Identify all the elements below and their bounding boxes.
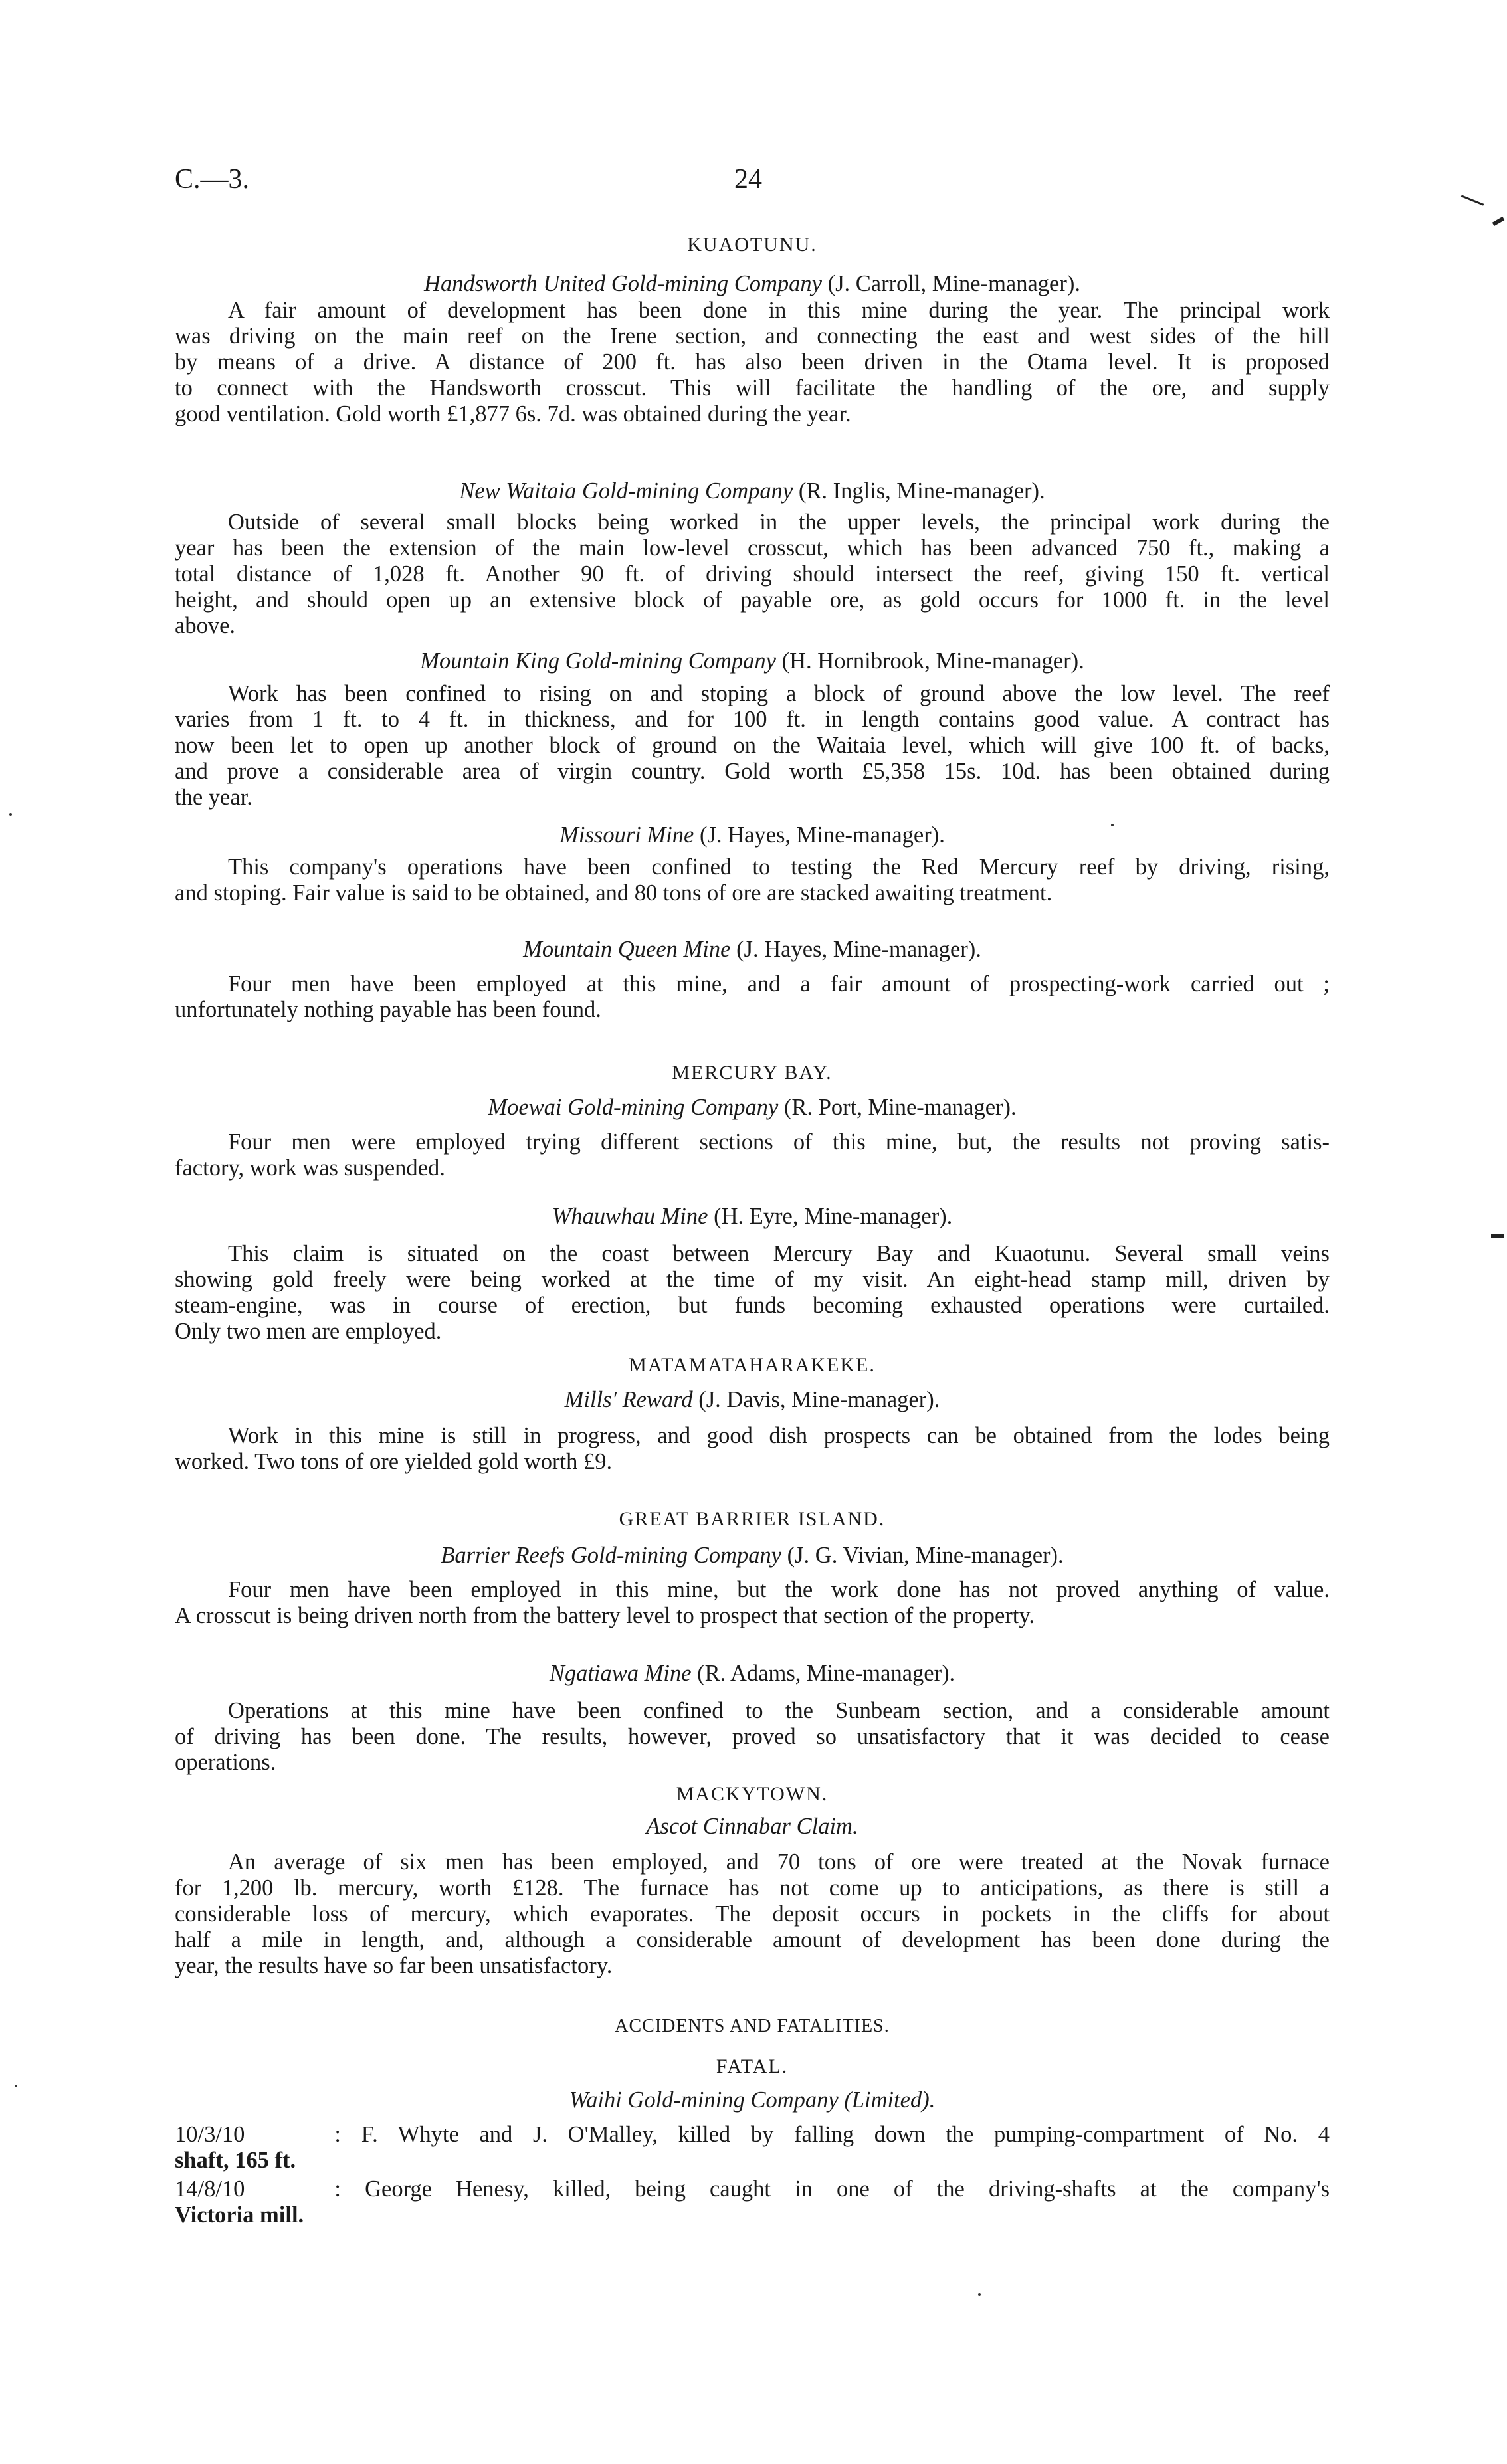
text-line: year, the results have so far been unsatisfactory. [175, 1953, 613, 1978]
accident-entry [175, 2176, 1330, 2228]
accident-date: 14/8/10 : [175, 2176, 341, 2202]
paragraph [175, 1129, 1330, 1181]
text-line: considerable loss of mercury, which evaporates. The deposit occurs in pockets in the cliffs for about [175, 1901, 1330, 1927]
text-line: Outside of several small blocks being worked in the upper levels, the principal work during the [228, 510, 1330, 535]
section-heading: MATAMATAHARAKEKE. [629, 1354, 876, 1376]
entry-title [175, 648, 1330, 674]
text-line: unfortunately nothing payable has been found. [175, 997, 601, 1022]
manager-name: (J. Hayes, Mine-manager). [736, 937, 981, 962]
company-name: New Waitaia Gold-mining Company [459, 478, 793, 504]
entry-title [175, 1095, 1330, 1121]
text-line: operations. [175, 1750, 276, 1775]
paragraph [175, 1849, 1330, 1979]
paragraph [175, 1241, 1330, 1345]
entry-title [175, 1543, 1330, 1568]
entry-title [175, 937, 1330, 963]
text-line: and stoping. Fair value is said to be obtained, and 80 tons of ore are stacked awaiting treatment. [175, 880, 1053, 905]
paragraph [175, 854, 1330, 906]
company-name: Ngatiawa Mine [549, 1661, 692, 1686]
text-line: height, and should open up an extensive block of payable ore, as gold occurs for 1000 ft. in the level [175, 587, 1330, 613]
text-line: worked. Two tons of ore yielded gold worth £9. [175, 1449, 613, 1474]
company-name: Waihi Gold-mining Company (Limited). [569, 2087, 936, 2113]
company-name: Mountain Queen Mine [523, 937, 731, 962]
text-line: good ventilation. Gold worth £1,877 6s. 7d. was obtained during the year. [175, 401, 851, 426]
page-number: 24 [734, 164, 762, 195]
text-line: showing gold freely were being worked at the time of my visit. An eight-head stamp mill, driven by [175, 1267, 1330, 1292]
paragraph [175, 971, 1330, 1023]
paragraph [175, 1698, 1330, 1776]
text-line: Only two men are employed. [175, 1319, 442, 1344]
paragraph [175, 681, 1330, 810]
accident-text: George Henesy, killed, being caught in one of the driving-shafts at the company's [365, 2176, 1330, 2202]
manager-name: (R. Inglis, Mine-manager). [798, 478, 1045, 504]
entry-title [175, 271, 1330, 297]
margin-mark [1491, 1234, 1504, 1238]
text-line: This company's operations have been confined to testing the Red Mercury reef by driving, rising, [228, 854, 1330, 880]
accident-line [175, 2176, 1330, 2202]
manager-name: (J. G. Vivian, Mine-manager). [787, 1543, 1064, 1568]
accident-date: 10/3/10 : [175, 2122, 341, 2147]
text-line: and prove a considerable area of virgin country. Gold worth £5,358 15s. 10d. has been obtained during [175, 759, 1330, 784]
company-name: Mountain King Gold-mining Company [420, 648, 776, 674]
manager-name: (J. Davis, Mine-manager). [698, 1387, 940, 1412]
accident-text: F. Whyte and J. O'Malley, killed by falling down the pumping-compartment of No. 4 [361, 2122, 1330, 2147]
company-name: Handsworth United Gold-mining Company [424, 271, 822, 296]
text-line: the year. [175, 785, 252, 810]
text-line: steam-engine, was in course of erection, but funds becoming exhausted operations were curtailed. [175, 1293, 1330, 1318]
entry-title [175, 1814, 1330, 1840]
text-line: now been let to open up another block of ground on the Waitaia level, which will give 100 ft. of backs, [175, 733, 1330, 758]
margin-dot [15, 2085, 17, 2087]
paragraph [175, 510, 1330, 639]
manager-name: (H. Eyre, Mine-manager). [714, 1204, 953, 1229]
margin-dot [9, 813, 12, 816]
text-line: Four men were employed trying different sections of this mine, but, the results not proving satis- [228, 1129, 1330, 1155]
entry-title [175, 1387, 1330, 1413]
text-line: half a mile in length, and, although a considerable amount of development has been done during the [175, 1927, 1330, 1952]
text-line: was driving on the main reef on the Irene section, and connecting the east and west sides of the hill [175, 324, 1330, 349]
manager-name: (H. Hornibrook, Mine-manager). [781, 648, 1084, 674]
section-heading: KUAOTUNU. [687, 234, 817, 256]
company-name: Missouri Mine [559, 822, 694, 848]
text-line: Four men have been employed at this mine, and a fair amount of prospecting-work carried out ; [228, 971, 1330, 996]
entry-title [175, 478, 1330, 504]
text-line: varies from 1 ft. to 4 ft. in thickness, and for 100 ft. in length contains good value. A contract has [175, 707, 1330, 732]
text-line: A crosscut is being driven north from the battery level to prospect that section of the property. [175, 1603, 1035, 1628]
text-line: for 1,200 lb. mercury, worth £128. The furnace has not come up to anticipations, as there is still a [175, 1875, 1330, 1901]
manager-name: (J. Carroll, Mine-manager). [827, 271, 1080, 296]
margin-mark [1492, 217, 1505, 226]
manager-name: (R. Port, Mine-manager). [783, 1095, 1017, 1120]
text-line: of driving has been done. The results, however, proved so unsatisfactory that it was decided to cease [175, 1724, 1330, 1749]
company-name: Barrier Reefs Gold-mining Company [441, 1543, 782, 1568]
text-line: An average of six men has been employed, and 70 tons of ore were treated at the Novak furnace [228, 1849, 1330, 1875]
text-line: year has been the extension of the main low-level crosscut, which has been advanced 750 ft., making a [175, 535, 1330, 561]
entry-title [175, 1204, 1330, 1230]
text-line: Four men have been employed in this mine, but the work done has not proved anything of value. [228, 1577, 1330, 1602]
text-line: to connect with the Handsworth crosscut. This will facilitate the handling of the ore, and supply [175, 375, 1330, 401]
section-heading: MERCURY BAY. [672, 1062, 833, 1084]
text-line: This claim is situated on the coast between Mercury Bay and Kuaotunu. Several small veins [228, 1241, 1330, 1266]
text-line: above. [175, 613, 236, 638]
accidents-subheading: FATAL. [716, 2055, 789, 2077]
text-line: Work in this mine is still in progress, and good dish prospects can be obtained from the lodes being [228, 1423, 1330, 1448]
manager-name: (J. Hayes, Mine-manager). [700, 822, 945, 848]
accident-line: shaft, 165 ft. [175, 2148, 296, 2173]
text-line: factory, work was suspended. [175, 1155, 445, 1181]
document-code: C.—3. [175, 164, 250, 195]
accident-line: Victoria mill. [175, 2202, 304, 2227]
paragraph [175, 1423, 1330, 1475]
text-line: Operations at this mine have been confined to the Sunbeam section, and a considerable amount [228, 1698, 1330, 1723]
accidents-company [175, 2087, 1330, 2113]
company-name: Moewai Gold-mining Company [488, 1095, 779, 1120]
company-name: Ascot Cinnabar Claim. [646, 1814, 858, 1839]
text-line: by means of a drive. A distance of 200 ft. has also been driven in the Otama level. It is proposed [175, 349, 1330, 375]
stray-dot [978, 2293, 981, 2296]
section-heading: MACKYTOWN. [676, 1783, 829, 1805]
paragraph [175, 1577, 1330, 1629]
section-heading: GREAT BARRIER ISLAND. [619, 1508, 886, 1530]
text-line: A fair amount of development has been done in this mine during the year. The principal work [228, 298, 1330, 323]
text-line: Work has been confined to rising on and stoping a block of ground above the low level. The reef [228, 681, 1330, 706]
company-name: Whauwhau Mine [552, 1204, 708, 1229]
text-line: total distance of 1,028 ft. Another 90 ft. of driving should intersect the reef, giving 150 ft. vertical [175, 561, 1330, 587]
accident-line [175, 2122, 1330, 2148]
entry-title [175, 1661, 1330, 1687]
entry-title [175, 822, 1330, 848]
margin-mark [1461, 195, 1484, 205]
accidents-title: ACCIDENTS AND FATALITIES. [615, 2016, 890, 2036]
company-name: Mills' Reward [564, 1387, 693, 1412]
manager-name: (R. Adams, Mine-manager). [697, 1661, 955, 1686]
accident-entry [175, 2122, 1330, 2174]
paragraph [175, 298, 1330, 427]
